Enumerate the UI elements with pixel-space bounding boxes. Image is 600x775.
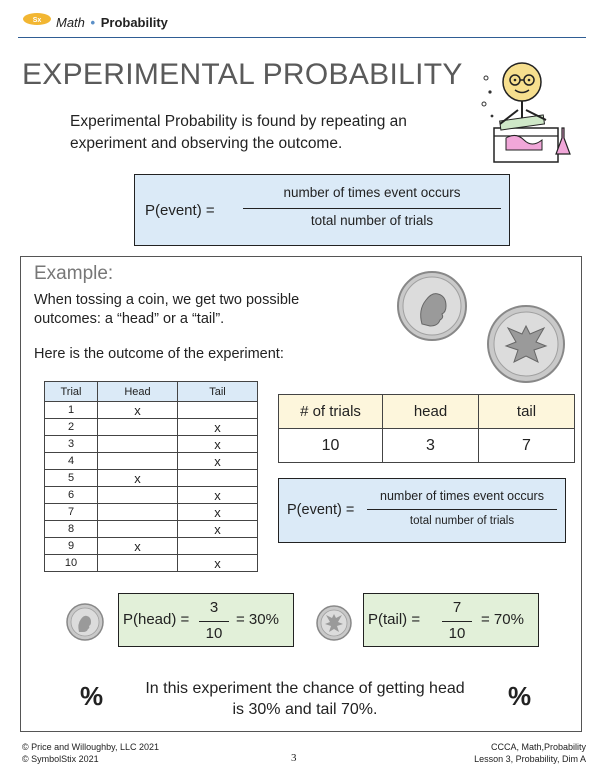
header-subject: Math [56,15,85,30]
tail-mark [178,402,258,419]
head-mark [98,555,178,572]
tail-probability-lhs: P(tail) = [368,611,421,628]
header-rule [18,37,586,38]
summary-header-trials: # of trials [279,395,383,429]
formula-denominator: total number of trials [310,213,434,228]
summary-header-tail: tail [479,395,575,429]
footer-lesson: Lesson 3, Probability, Dim A [474,754,586,764]
tail-probability-denominator: 10 [448,625,466,642]
tail-probability-result: = 70% [481,611,524,628]
quarter-tails-icon [486,304,566,384]
quarter-heads-icon [396,270,468,342]
formula-box [134,174,510,246]
tail-mark: x [178,487,258,504]
formula-lhs: P(event) = [145,202,215,219]
head-fraction-bar [199,621,229,622]
trial-header-trial: Trial [45,382,98,402]
trial-table-header [45,382,258,402]
footer-lesson-info [394,741,586,765]
head-mark [98,453,178,470]
head-mark [98,521,178,538]
tail-mark: x [178,521,258,538]
example-formula-lhs: P(event) = [287,502,355,518]
symbolstix-logo-icon [22,12,52,26]
table-row [45,453,258,470]
example-text-experiment: Here is the outcome of the experiment: [34,346,284,362]
tail-fraction-bar [442,621,472,622]
head-probability-result: = 30% [236,611,279,628]
table-row [45,538,258,555]
summary-table [278,394,575,463]
header-topic: Probability [100,15,168,30]
trial-number: 5 [45,470,98,487]
formula-fraction-bar [243,208,501,209]
example-formula-box [278,478,566,543]
trial-header-tail: Tail [178,382,258,402]
head-probability-lhs: P(head) = [123,611,190,628]
coin-heads-icon [66,603,104,641]
table-row [45,555,258,572]
trial-table [44,381,258,572]
tail-mark [178,538,258,555]
summary-table-header [279,395,575,429]
trial-number: 9 [45,538,98,555]
table-row [45,402,258,419]
trial-number: 8 [45,521,98,538]
summary-header-head: head [383,395,479,429]
footer-copyright-symbolstix: © SymbolStix 2021 [22,754,99,764]
intro-text: Experimental Probability is found by repeating an experiment and observing the outcome. [70,113,407,152]
tail-mark: x [178,436,258,453]
tail-mark: x [178,453,258,470]
summary-tail-count: 7 [479,429,575,463]
example-formula-denominator: total number of trials [409,515,515,527]
head-mark: x [98,538,178,555]
table-row [45,504,258,521]
coin-tails-icon [316,605,352,641]
trial-number: 4 [45,453,98,470]
header-breadcrumb [56,15,168,30]
trial-number: 10 [45,555,98,572]
formula-numerator: number of times event occurs [283,185,461,200]
percent-symbol-left: % [80,681,104,711]
trial-number: 6 [45,487,98,504]
example-formula-numerator: number of times event occurs [380,489,544,503]
footer-copyright [22,741,159,765]
tail-probability-box [363,593,539,647]
footer-course: CCCA, Math,Probability [490,742,586,752]
head-mark: x [98,402,178,419]
trial-header-head: Head [98,382,178,402]
head-mark [98,419,178,436]
page-title: EXPERIMENTAL PROBABILITY [22,58,463,91]
head-mark [98,487,178,504]
example-heading: Example: [34,263,114,284]
trial-number: 3 [45,436,98,453]
table-row [45,436,258,453]
example-formula-fraction-bar [367,509,557,510]
page-number: 3 [291,752,297,764]
head-probability-denominator: 10 [205,625,223,642]
scientist-illustration-icon [478,58,578,168]
tail-probability-numerator: 7 [452,599,462,616]
summary-table-row [279,429,575,463]
summary-head-count: 3 [383,429,479,463]
example-text-outcomes: When tossing a coin, we get two possible outcomes: a “head” or a “tail”. [34,292,300,327]
head-mark [98,504,178,521]
summary-total-trials: 10 [279,429,383,463]
table-row [45,521,258,538]
table-row [45,487,258,504]
trial-number: 1 [45,402,98,419]
head-probability-box [118,593,294,647]
tail-mark: x [178,419,258,436]
table-row [45,470,258,487]
tail-mark: x [178,504,258,521]
head-probability-numerator: 3 [209,599,219,616]
tail-mark [178,470,258,487]
footer-copyright-price: © Price and Willoughby, LLC 2021 [22,742,160,752]
tail-mark: x [178,555,258,572]
percent-symbol-right: % [508,681,532,711]
table-row [45,419,258,436]
head-mark: x [98,470,178,487]
header-separator: • [90,15,96,30]
trial-number: 2 [45,419,98,436]
conclusion-text: In this experiment the chance of getting head is 30% and tail 70%. [145,680,465,718]
trial-number: 7 [45,504,98,521]
head-mark [98,436,178,453]
svg-text:Sx: Sx [32,17,42,24]
